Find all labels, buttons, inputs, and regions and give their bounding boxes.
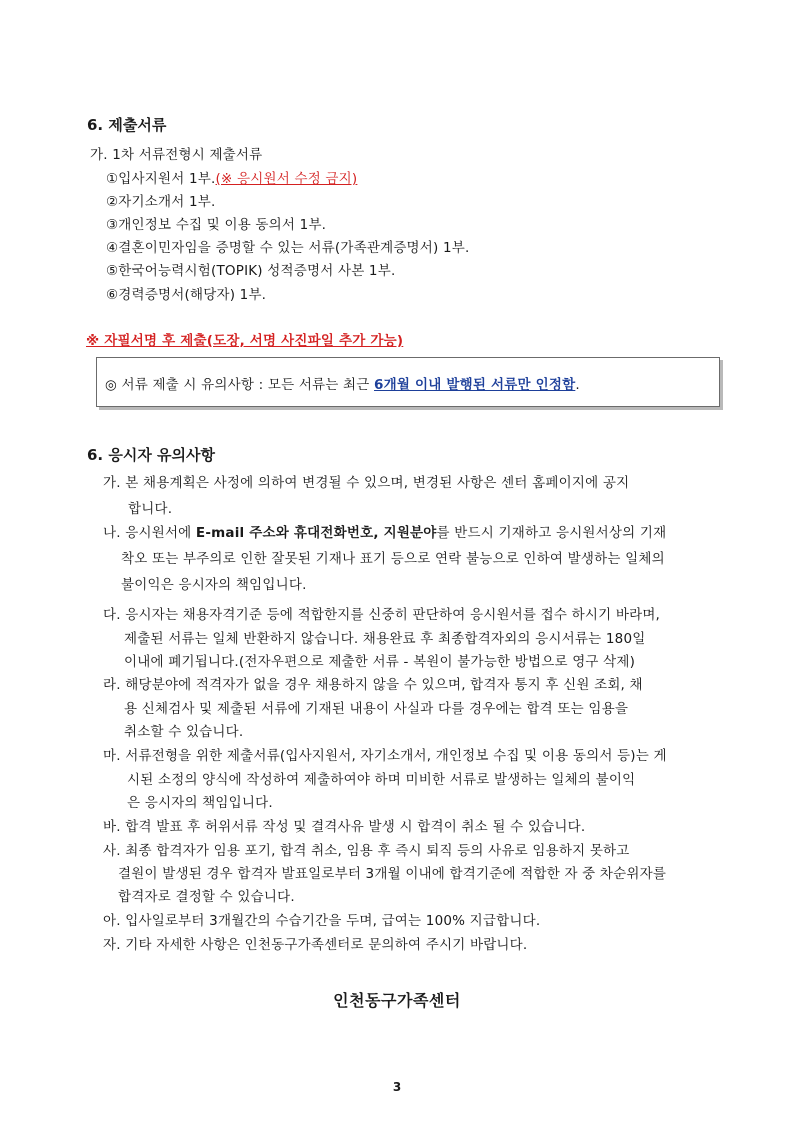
notice-line: 가. 본 채용계획은 사정에 의하여 변경될 수 있으며, 변경된 사항은 센터 홈페이지에 공지 (103, 475, 630, 491)
list-item: ③개인정보 수집 및 이용 동의서 1부. (106, 217, 327, 233)
section-title-submission: 6. 제출서류 (87, 116, 167, 134)
notice-line: 아. 입사일로부터 3개월간의 수습기간을 두며, 급여는 100% 지급합니다. (103, 913, 541, 929)
signature-warning: ※ 자필서명 후 제출(도장, 서명 사진파일 추가 가능) (86, 333, 404, 349)
list-item: ②자기소개서 1부. (106, 194, 216, 210)
section-title-applicant-notes: 6. 응시자 유의사항 (87, 446, 216, 464)
notice-line: 불이익은 응시자의 책임입니다. (121, 577, 307, 593)
notice-line: 바. 합격 발표 후 허위서류 작성 및 결격사유 발생 시 합격이 취소 될 수 있습니다. (103, 819, 586, 835)
required-fields: E-mail 주소와 휴대전화번호, 지원분야 (195, 525, 437, 541)
notice-line: 용 신체검사 및 제출된 서류에 기재된 내용이 사실과 다를 경우에는 합격 또는 임용을 (124, 701, 629, 717)
notice-line: 자. 기타 자세한 사항은 인천동구가족센터로 문의하여 주시기 바랍니다. (103, 937, 528, 953)
list-item-text: ①입사지원서 1부. (106, 171, 216, 187)
notice-line (103, 521, 666, 541)
notice-text: 를 반드시 기재하고 응시원서상의 기재 (436, 525, 667, 541)
notice-line: 다. 응시자는 채용자격기준 등에 적합한지를 신중히 판단하여 응시원서를 접수 하시기 바라며, (103, 607, 661, 623)
notice-line: 착오 또는 부주의로 인한 잘못된 기재나 표기 등으로 연락 불능으로 인하여 발생하는 일체의 (121, 551, 665, 567)
list-item (106, 167, 357, 187)
notice-line: 합니다. (128, 501, 173, 517)
notice-text: 나. 응시원서에 (103, 525, 196, 541)
list-item: ⑤한국어능력시험(TOPIK) 성적증명서 사본 1부. (106, 263, 396, 279)
notice-prefix: ◎ 서류 제출 시 유의사항 : 모든 서류는 최근 (105, 377, 375, 393)
notice-line: 합격자로 결정할 수 있습니다. (118, 889, 295, 905)
list-item: ④결혼이민자임을 증명할 수 있는 서류(가족관계증명서) 1부. (106, 240, 470, 256)
notice-suffix: . (575, 377, 580, 393)
notice-emphasis: 6개월 이내 발행된 서류만 인정함 (374, 377, 576, 393)
notice-line: 사. 최종 합격자가 임용 포기, 합격 취소, 임용 후 즉시 퇴직 등의 사유로 임용하지 못하고 (103, 843, 630, 859)
notice-text (105, 373, 580, 393)
notice-line: 이내에 폐기됩니다.(전자우편으로 제출한 서류 - 복원이 불가능한 방법으로 영구 삭제) (124, 654, 636, 670)
notice-box (96, 357, 720, 407)
list-item: ⑥경력증명서(해당자) 1부. (106, 287, 267, 303)
page-number: 3 (392, 1080, 402, 1094)
notice-line: 시된 소정의 양식에 작성하여 제출하여야 하며 미비한 서류로 발생하는 일체의 불이익 (127, 772, 636, 788)
notice-line: 제출된 서류는 일체 반환하지 않습니다. 채용완료 후 최종합격자외의 응시서류는 180일 (124, 631, 646, 647)
notice-line: 마. 서류전형을 위한 제출서류(입사지원서, 자기소개서, 개인정보 수집 및 이용 동의서 등)는 게 (103, 748, 667, 764)
notice-line: 라. 해당분야에 적격자가 없을 경우 채용하지 않을 수 있으며, 합격자 통지 후 신원 조회, 채 (103, 677, 643, 693)
notice-line: 결원이 발생된 경우 합격자 발표일로부터 3개월 이내에 합격기준에 적합한 자 중 차순위자를 (118, 866, 667, 882)
notice-line: 취소할 수 있습니다. (124, 724, 244, 740)
notice-line: 은 응시자의 책임입니다. (127, 795, 273, 811)
organization-name: 인천동구가족센터 (333, 991, 461, 1010)
subsection-label: 가. 1차 서류전형시 제출서류 (90, 147, 263, 163)
no-edit-note: (※ 응시원서 수정 금지) (215, 171, 358, 187)
